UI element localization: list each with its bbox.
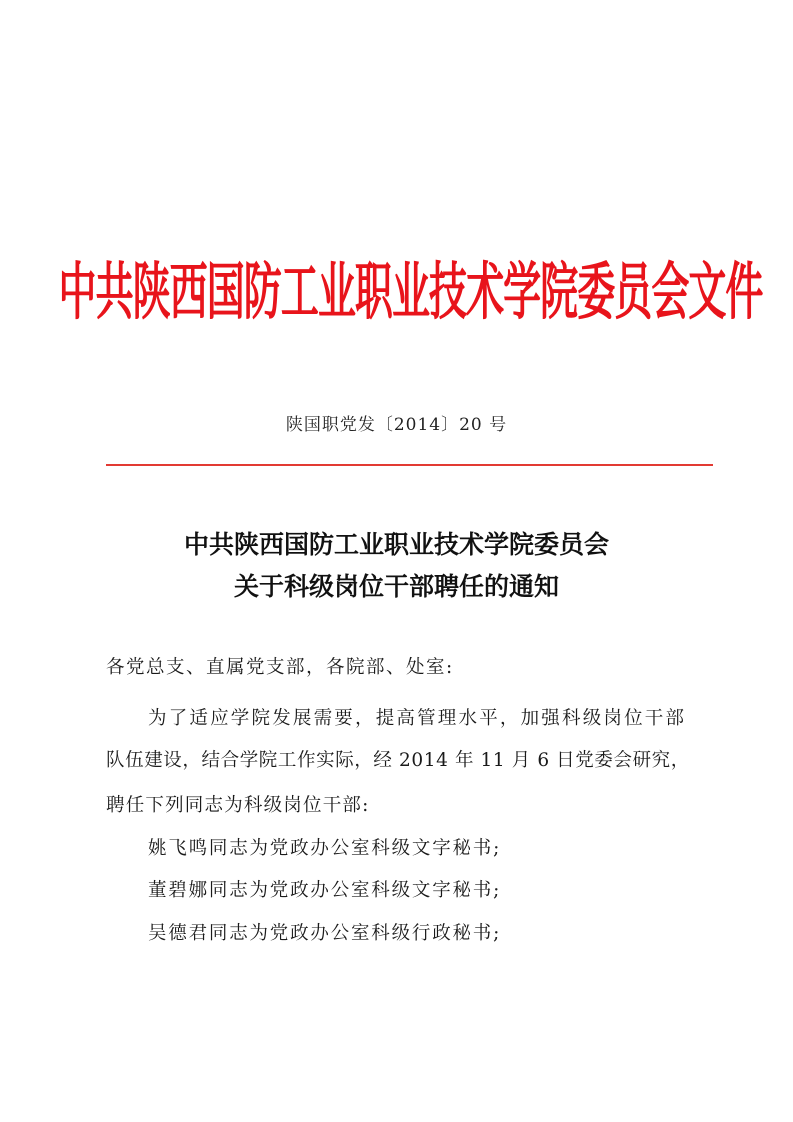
red-divider-line [106, 464, 713, 466]
notice-title-line-1: 中共陕西国防工业职业技术学院委员会 [183, 530, 609, 559]
paragraph-line-2: 队伍建设，结合学院工作实际，经 2014 年 11 月 6 日党委会研究， [106, 750, 690, 771]
masthead [40, 238, 763, 348]
appointment-item: 姚飞鸣同志为党政办公室科级文字秘书; [148, 838, 502, 859]
appointment-item: 董碧娜同志为党政办公室科级文字秘书; [148, 880, 502, 901]
document-number: 陕国职党发〔2014〕20 号 [285, 415, 508, 435]
paragraph-line-3: 聘任下列同志为科级岗位干部: [106, 795, 370, 816]
salutation: 各党总支、直属党支部，各院部、处室: [106, 657, 454, 678]
paragraph-line-1: 为了适应学院发展需要，提高管理水平，加强科级岗位干部 [148, 708, 687, 729]
masthead-text: 中共陕西国防工业职业技术学院委员会文件 [58, 257, 763, 329]
appointment-item: 吴德君同志为党政办公室科级行政秘书; [148, 923, 502, 944]
notice-title-line-2: 关于科级岗位干部聘任的通知 [233, 572, 559, 601]
